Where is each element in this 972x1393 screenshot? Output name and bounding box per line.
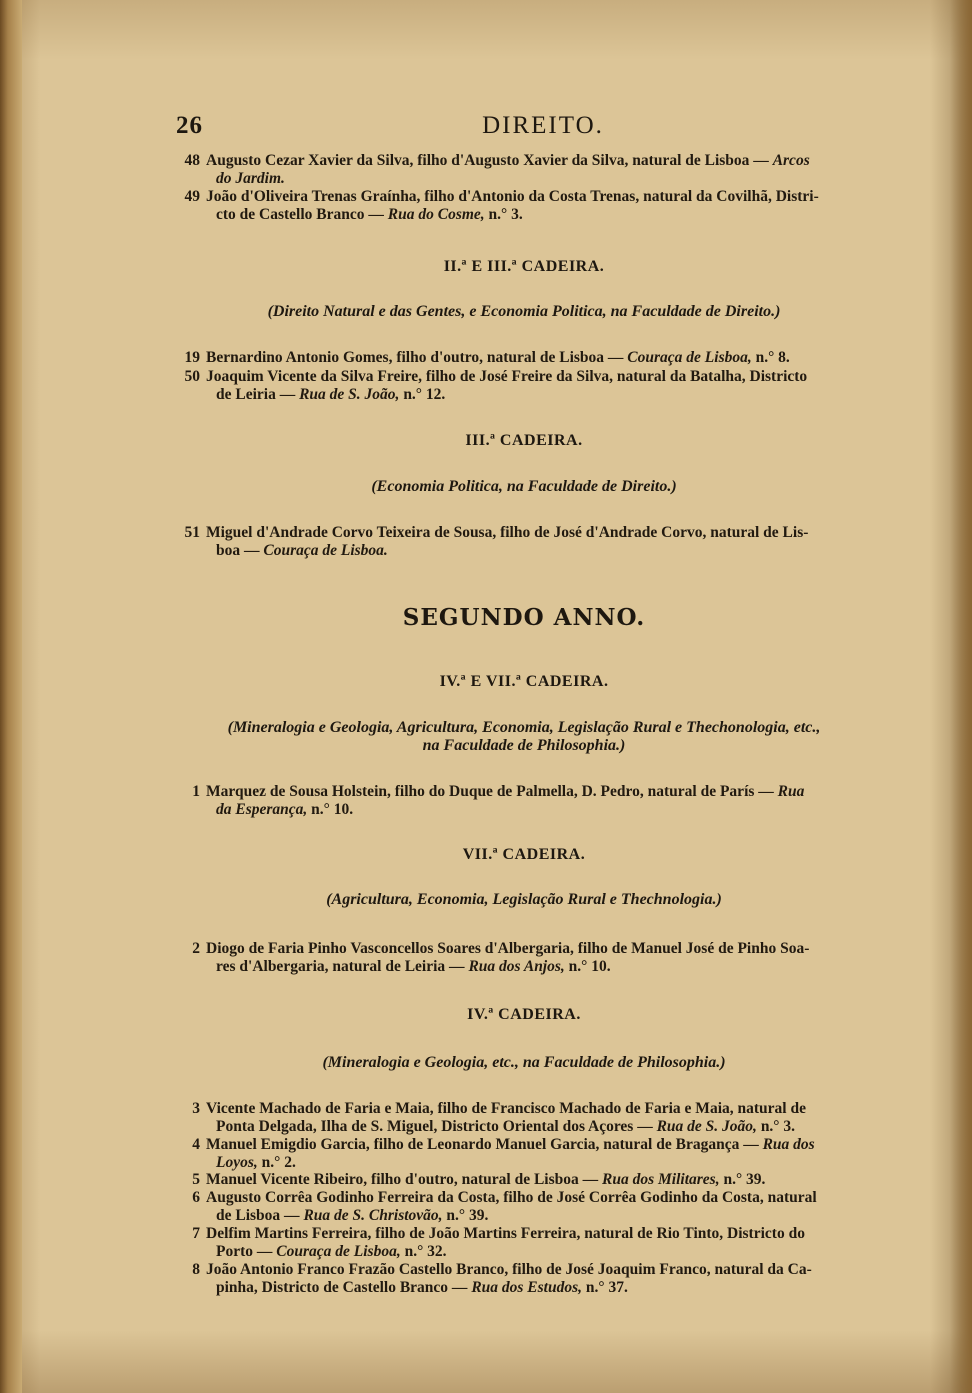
section-subheading-line2: na Faculdade de Philosophia.) (422, 737, 626, 754)
entry-number: 4 (192, 1136, 200, 1153)
entry-text: de Leiria — (216, 385, 300, 403)
entry-address: Rua dos (762, 1136, 815, 1153)
section-subheading: (Direito Natural e das Gentes, e Economia Politica, na Faculdade de Direito.) (267, 303, 781, 320)
section-heading: VII.ª CADEIRA. (462, 846, 586, 863)
entry-3 (176, 1100, 872, 1135)
entry-6 (176, 1189, 872, 1224)
entry-number-suffix: n.° 10. (564, 957, 611, 975)
entry-address: Rua dos Militares, (602, 1171, 720, 1188)
entry-text: pinha, Districto de Castello Branco — (216, 1278, 472, 1296)
section-heading: IV.ª CADEIRA. (467, 1006, 581, 1023)
entry-8 (176, 1261, 872, 1296)
year-title: SEGUNDO ANNO. (402, 604, 646, 631)
section-subheading: (Mineralogia e Geologia, etc., na Faculdade de Philosophia.) (322, 1054, 726, 1071)
entry-4 (176, 1136, 872, 1171)
section-subheading: (Economia Politica, na Faculdade de Direito.) (371, 478, 677, 495)
entry-number: 51 (184, 524, 200, 541)
entry-address: Loyos, (216, 1153, 258, 1171)
entry-text: Joaquim Vicente da Silva Freire, filho de José Freire da Silva, natural da Batalha, Districto (206, 368, 808, 385)
entry-number: 19 (184, 349, 200, 366)
entry-number: 48 (184, 152, 200, 169)
entry-text: João Antonio Franco Frazão Castello Branco, filho de José Joaquim Franco, natural da Ca- (206, 1261, 812, 1278)
entry-address: Rua de S. Christovão, (303, 1206, 443, 1224)
entry-number-suffix: n.° 32. (400, 1242, 447, 1260)
entry-number: 2 (192, 940, 200, 957)
entry-text: res d'Albergaria, natural de Leiria — (216, 957, 469, 975)
entry-number: 49 (184, 188, 200, 205)
entry-number: 3 (192, 1100, 200, 1117)
entry-address: Couraça de Lisboa, (627, 349, 752, 366)
section-subheading: (Mineralogia e Geologia, Agricultura, Economia, Legislação Rural e Thechonologia, etc., (227, 719, 821, 736)
entry-number: 5 (192, 1171, 200, 1188)
entry-text: Vicente Machado de Faria e Maia, filho de Francisco Machado de Faria e Maia, natural de (206, 1100, 806, 1117)
entry-text: Augusto Corrêa Godinho Ferreira da Costa, filho de José Corrêa Godinho da Costa, natural (206, 1189, 817, 1206)
entry-address: Arcos (772, 152, 810, 169)
entry-text: Delfim Martins Ferreira, filho de João Martins Ferreira, natural de Rio Tinto, Districto do (206, 1225, 805, 1242)
entry-number-suffix: n.° 8. (751, 349, 790, 366)
page-number: 26 (176, 112, 203, 139)
entry-49 (176, 188, 872, 223)
entry-address: Rua do Cosme, (387, 205, 485, 223)
entry-1 (176, 783, 872, 818)
page-binding (0, 0, 22, 1393)
entry-number-suffix: n.° 10. (307, 800, 354, 818)
entry-text: boa — (216, 541, 264, 559)
section-subheading: (Agricultura, Economia, Legislação Rural e Thechnologia.) (326, 891, 722, 908)
entry-number: 8 (192, 1261, 200, 1278)
running-head: DIREITO. (482, 112, 604, 139)
entry-text: Diogo de Faria Pinho Vasconcellos Soares d'Albergaria, filho de Manuel José de Pinho Soa- (206, 940, 810, 957)
entry-number: 50 (184, 368, 200, 385)
entry-text: João d'Oliveira Trenas Graínha, filho d'Antonio da Costa Trenas, natural da Covilhã, Distri- (206, 188, 819, 205)
entry-address: do Jardim. (216, 169, 285, 187)
entry-number-suffix: n.° 39. (719, 1171, 766, 1188)
entry-text: Porto — (216, 1242, 277, 1260)
section-heading: III.ª CADEIRA. (465, 432, 583, 449)
entry-address: Rua (777, 783, 805, 800)
entry-text: Marquez de Sousa Holstein, filho do Duque de Palmella, D. Pedro, natural de París — (206, 783, 778, 800)
entry-50 (176, 368, 872, 403)
entry-number-suffix: n.° 12. (399, 385, 446, 403)
entry-7 (176, 1225, 872, 1260)
entry-text: Manuel Emigdio Garcia, filho de Leonardo Manuel Garcia, natural de Bragança — (206, 1136, 763, 1153)
entry-text: de Lisboa — (216, 1206, 304, 1224)
entry-text: Manuel Vicente Ribeiro, filho d'outro, natural de Lisboa — (206, 1171, 602, 1188)
entry-51 (176, 524, 872, 559)
entry-address: Couraça de Lisboa. (263, 541, 388, 559)
page-edge (950, 0, 972, 1393)
section-heading: II.ª E III.ª CADEIRA. (443, 258, 605, 275)
entry-number-suffix: n.° 3. (484, 205, 523, 223)
entry-address: Rua de S. João, (656, 1117, 757, 1135)
entry-text: Ponta Delgada, Ilha de S. Miguel, Districto Oriental dos Açores — (216, 1117, 657, 1135)
entry-text: Bernardino Antonio Gomes, filho d'outro, natural de Lisboa — (206, 349, 628, 366)
entry-address: Rua dos Estudos, (471, 1278, 583, 1296)
entry-number: 1 (192, 783, 200, 800)
entry-text: Miguel d'Andrade Corvo Teixeira de Sousa, filho de José d'Andrade Corvo, natural de Lis- (206, 524, 809, 541)
entry-number-suffix: n.° 3. (756, 1117, 796, 1135)
entry-19 (176, 349, 872, 367)
page-header (176, 112, 870, 142)
entry-address: Couraça de Lisboa, (276, 1242, 401, 1260)
entry-number: 7 (192, 1225, 200, 1242)
section-heading: IV.ª E VII.ª CADEIRA. (439, 673, 609, 690)
entry-text: cto de Castello Branco — (216, 205, 388, 223)
entry-address: Rua de S. João, (299, 385, 400, 403)
entry-number-suffix: n.° 37. (582, 1278, 628, 1296)
entry-48 (176, 152, 872, 187)
entry-5 (176, 1171, 872, 1189)
entry-number: 6 (192, 1189, 200, 1206)
entry-number-suffix: n.° 2. (257, 1153, 296, 1171)
entry-address: da Esperança, (216, 800, 308, 818)
entry-text: Augusto Cezar Xavier da Silva, filho d'Augusto Xavier da Silva, natural de Lisboa — (206, 152, 773, 169)
entry-number-suffix: n.° 39. (442, 1206, 489, 1224)
entry-2 (176, 940, 872, 975)
entry-address: Rua dos Anjos, (468, 957, 565, 975)
